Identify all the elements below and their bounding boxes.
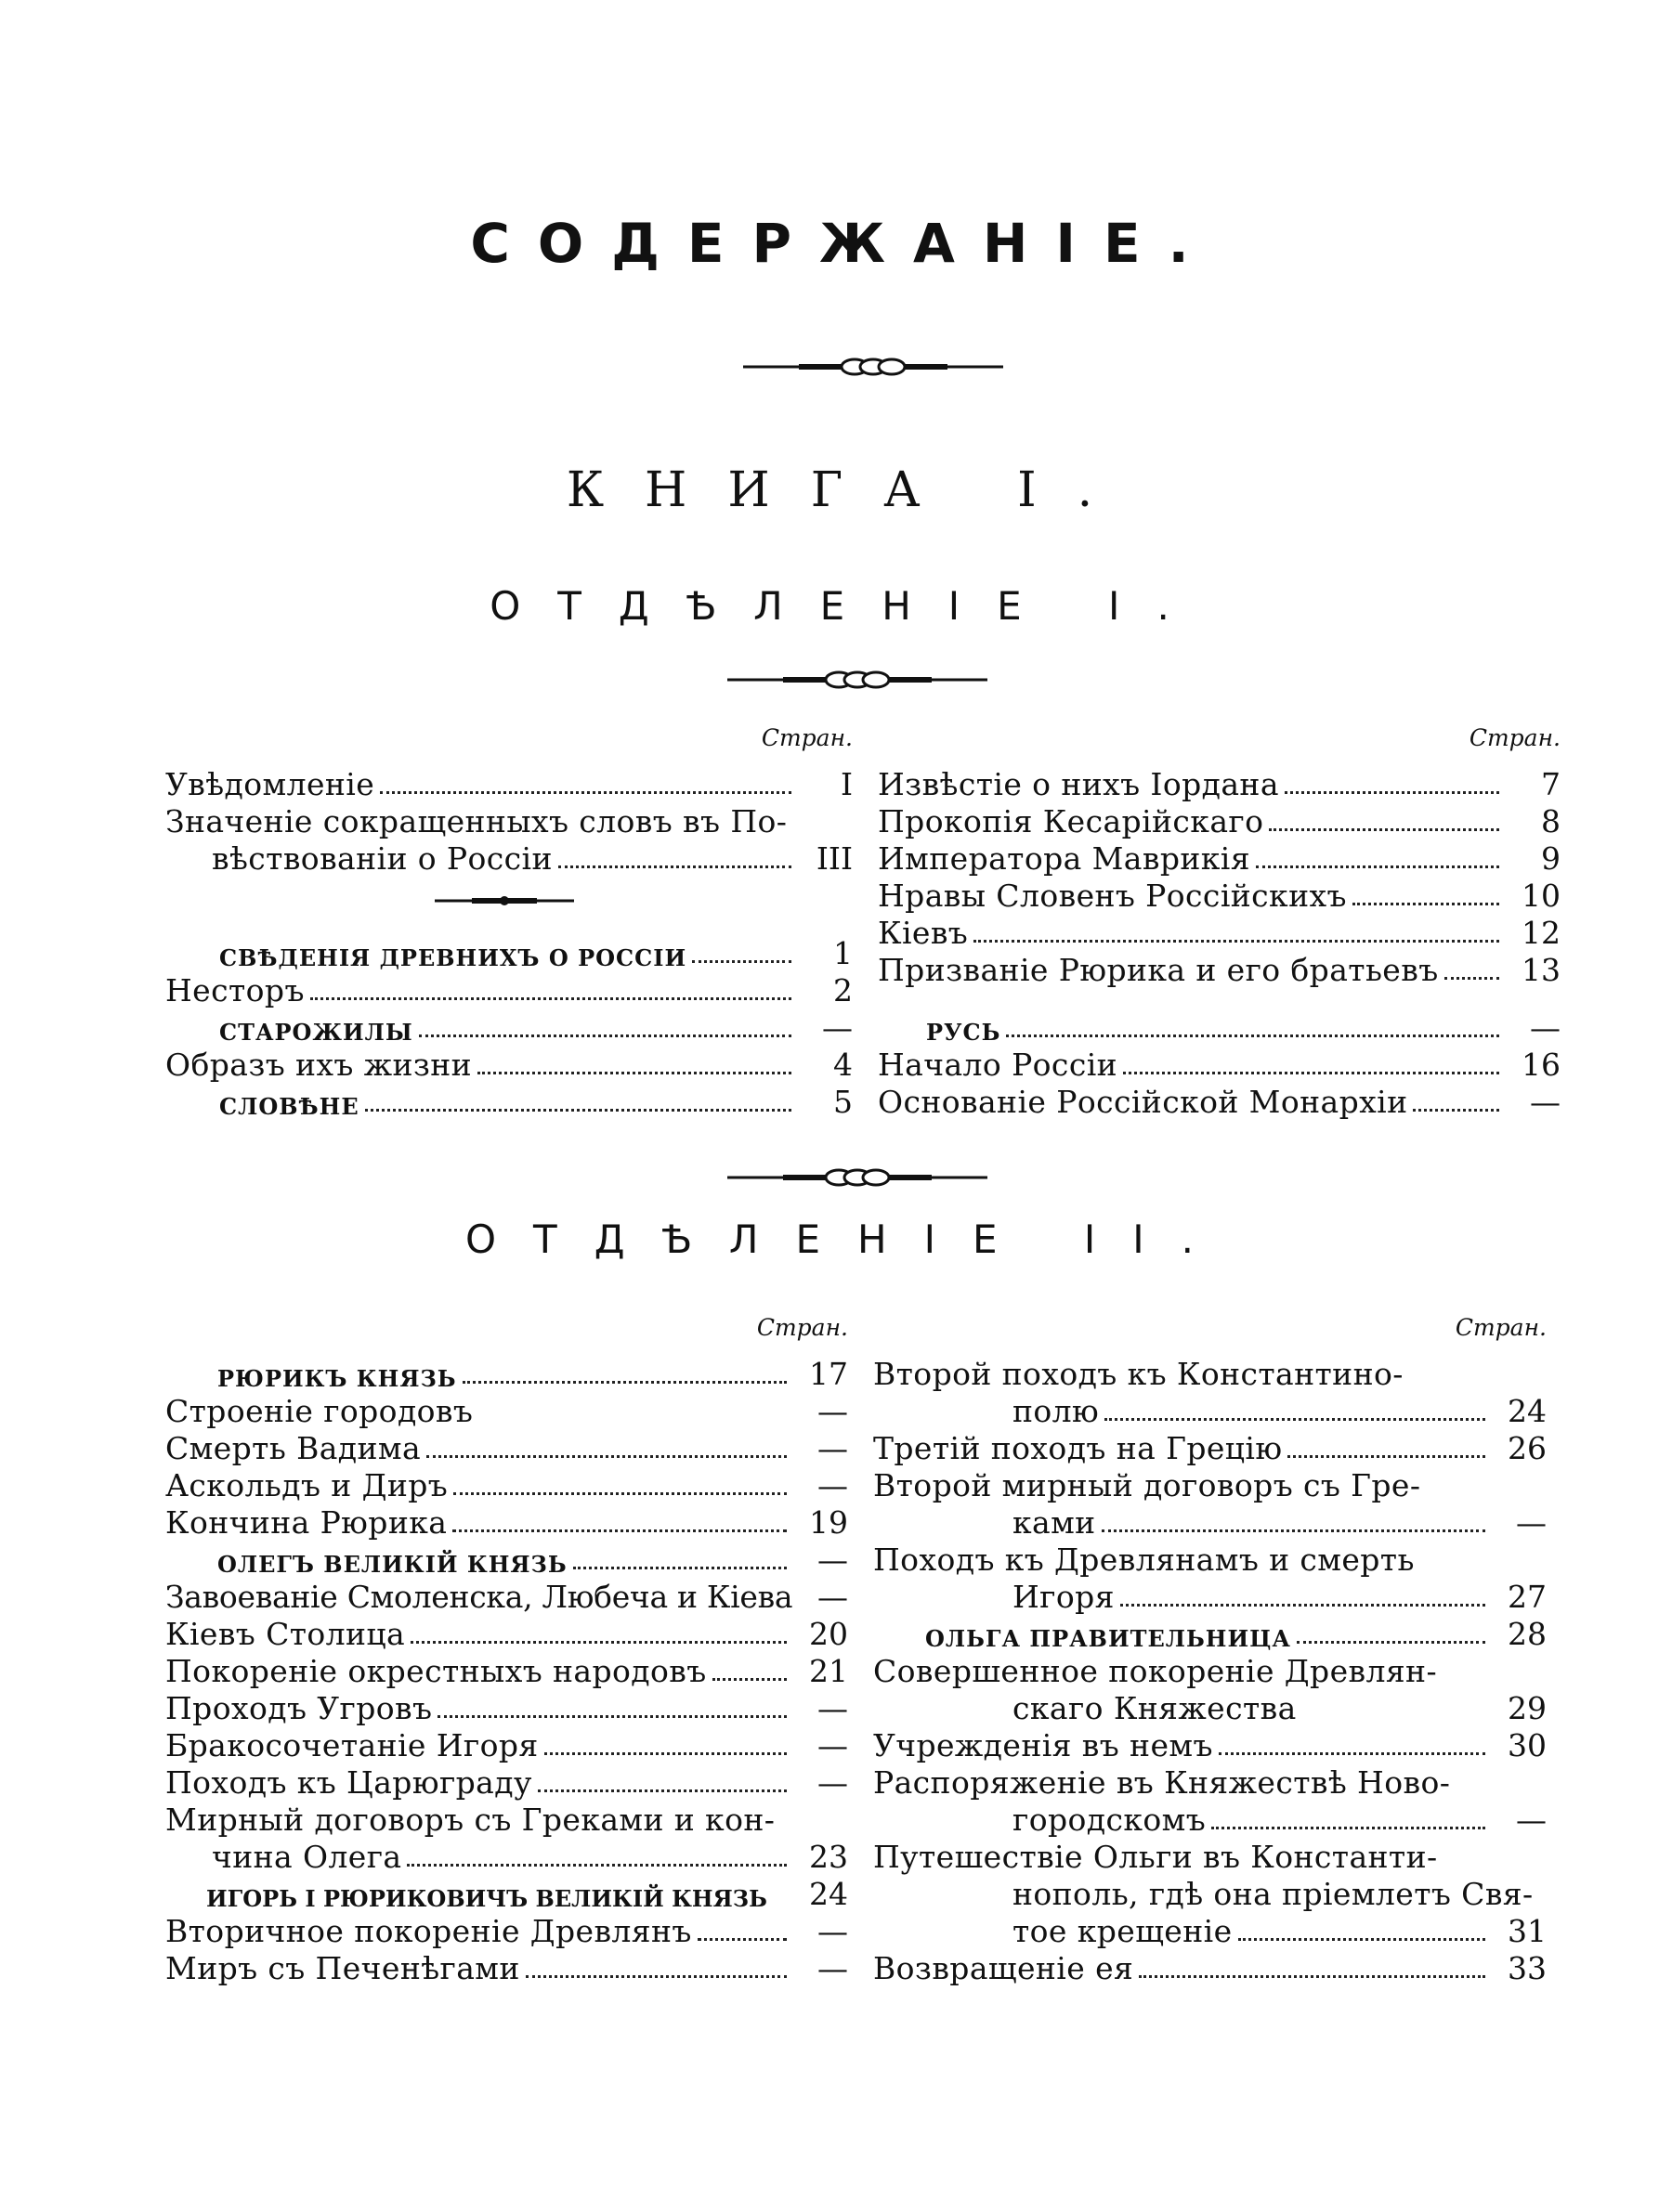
entry-title: Возвращеніе ея [873,1950,1134,1986]
entry-title: ками [1012,1504,1096,1541]
toc-entry [165,1727,848,1763]
entry-page: — [817,1913,848,1949]
entry-page: — [817,1690,848,1726]
entry-page: 9 [1541,840,1561,877]
entry-page: 8 [1541,803,1561,839]
entry-page: 4 [833,1047,853,1083]
entry-title: Проходъ Угровъ [165,1690,433,1726]
toc-entry [873,1913,1547,1949]
entry-page: — [817,1467,848,1503]
section-2-right-column [873,1314,1547,2020]
toc-entry [873,1690,1547,1726]
entry-title: Императора Маврикія [878,840,1250,877]
entry-page: 7 [1541,766,1561,802]
entry-page: 19 [809,1504,848,1541]
toc-entry [165,1356,848,1392]
page-column-header: Стран. [756,1314,848,1341]
entry-title: Покореніе окрестныхъ народовъ [165,1653,707,1689]
toc-entry [873,1727,1547,1763]
entry-page: — [817,1393,848,1429]
section-1-title: ОТДѢЛЕНІЕ I. [490,583,1207,629]
toc-entry [165,1876,848,1912]
entry-page: — [817,1430,848,1466]
entry-title: чина Олега [212,1839,402,1875]
toc-entry [165,1690,848,1726]
entry-title: Походъ къ Царюграду [165,1764,532,1801]
toc-entry [878,766,1561,802]
entry-page: — [1516,1802,1547,1838]
entry-title: Кончина Рюрика [165,1504,448,1541]
toc-entry [878,1086,1561,1120]
toc-entry [165,935,853,971]
toc-entry [165,1804,848,1838]
entry-title: Бракосочетаніе Игоря [165,1727,539,1763]
toc-entry [165,1913,848,1949]
entry-page: 27 [1508,1579,1547,1615]
entry-page: 26 [1508,1430,1547,1466]
entry-page: 31 [1508,1913,1547,1949]
entry-title: Распоряженіе въ Княжествѣ Ново- [873,1764,1451,1801]
entry-title: СЛОВѢНЕ [219,1093,359,1120]
toc-entry [878,880,1561,914]
entry-page: 2 [833,972,853,1008]
ornament-divider-section-2 [727,1164,987,1191]
entry-title: Значеніе сокращенныхъ словъ въ По- [165,803,788,839]
section-2-title: ОТДѢЛЕНІЕ II. [465,1217,1231,1262]
entry-title: Второй походъ къ Константино- [873,1356,1404,1392]
entry-page: 5 [833,1084,853,1120]
toc-entry [165,1616,848,1652]
toc-entry [873,1876,1547,1912]
entry-page: 28 [1508,1616,1547,1652]
page-column-header: Стран. [1469,724,1561,751]
entry-title: Совершенное покореніе Древлян- [873,1653,1437,1689]
toc-entry [165,1764,848,1801]
entry-title: Завоеваніе Смоленска, Любеча и Кіева [165,1579,793,1615]
toc-entry [165,972,853,1008]
entry-page: — [817,1764,848,1801]
toc-entry [165,1467,848,1503]
section-1-right-column [878,724,1561,1120]
entry-title: Основаніе Россійской Монархіи [878,1084,1408,1120]
entry-page: 10 [1522,878,1561,914]
entry-title: Путешествіе Ольги въ Константи- [873,1839,1438,1875]
toc-entry [873,1764,1547,1801]
ornament-divider-section-1 [727,666,987,694]
entry-title: ИГОРЬ I РЮРИКОВИЧЪ ВЕЛИКІЙ КНЯЗЬ [206,1885,767,1912]
entry-title: Кіевъ [878,915,969,951]
entry-page: — [1530,1084,1561,1120]
entry-page: III [816,840,853,877]
toc-entry [878,803,1561,839]
entry-title: вѣствованіи о Россіи [212,840,553,877]
entry-page: 12 [1522,915,1561,951]
toc-entry [165,1049,853,1083]
entry-title: нополь, гдѣ она пріемлетъ Свя- [1012,1876,1534,1912]
entry-title: Миръ съ Печенѣгами [165,1950,520,1986]
toc-entry [165,1009,853,1046]
entry-title: Образъ ихъ жизни [165,1047,473,1083]
toc-entry [878,1049,1561,1083]
page-title: СОДЕРЖАНІЕ. [470,212,1217,275]
entry-title: Нравы Словенъ Россійскихъ [878,878,1347,914]
entry-page: 30 [1508,1727,1547,1763]
entry-title: Походъ къ Древлянамъ и смерть [873,1542,1415,1578]
entry-page: — [817,1950,848,1986]
entry-page: — [817,1542,848,1578]
entry-title: Вторичное покореніе Древлянъ [165,1913,692,1949]
toc-entry [873,1356,1547,1392]
toc-entry [165,840,853,877]
entry-page: 29 [1508,1690,1547,1726]
entry-page: I [840,766,853,802]
toc-entry [873,1467,1547,1503]
entry-page: 1 [833,935,853,971]
entry-title: Игоря [1012,1579,1115,1615]
entry-page: — [817,1579,848,1615]
entry-page: 21 [809,1653,848,1689]
toc-entry [165,1086,853,1120]
entry-title: СТАРОЖИЛЫ [219,1019,413,1046]
entry-page: — [1530,1009,1561,1046]
page-column-header: Стран. [1455,1314,1547,1341]
book-title: КНИГА I. [566,462,1134,518]
entry-page: 23 [809,1839,848,1875]
page-column-header: Стран. [761,724,853,751]
entry-title: ОЛЕГЪ ВЕЛИКІЙ КНЯЗЬ [217,1551,568,1578]
toc-entry [878,917,1561,951]
toc-entry [165,1581,848,1615]
toc-entry [165,1841,848,1875]
entry-title: Прокопія Кесарійскаго [878,803,1264,839]
toc-entry [878,840,1561,877]
toc-entry [165,1430,848,1466]
entry-title: Смерть Вадима [165,1430,422,1466]
entry-title: СВѢДЕНІЯ ДРЕВНИХЪ О РОССІИ [219,944,687,971]
toc-entry [165,1653,848,1689]
entry-page: 24 [809,1876,848,1912]
entry-title: Строеніе городовъ [165,1393,474,1429]
toc-entry [165,1393,848,1429]
entry-page: 33 [1508,1950,1547,1986]
toc-entry [165,1544,848,1578]
entry-title: РЮРИКЪ КНЯЗЬ [217,1365,457,1392]
entry-page: 17 [809,1356,848,1392]
toc-entry [165,803,853,839]
entry-title: Аскольдъ и Диръ [165,1467,449,1503]
toc-entry [165,1504,848,1541]
toc-entry [873,1504,1547,1541]
section-2-left-column [165,1314,848,2020]
entry-title: скаго Княжества [1012,1690,1297,1726]
toc-entry [873,1544,1547,1578]
toc-entry [873,1581,1547,1615]
entry-title: ОЛЬГА ПРАВИТЕЛЬНИЦА [925,1625,1291,1652]
entry-title: Увѣдомленіе [165,766,375,802]
section-1-left-column [165,724,853,1120]
toc-entry [873,1950,1547,1986]
entry-title: Третій походъ на Грецію [873,1430,1283,1466]
entry-title: Кіевъ Столица [165,1616,406,1652]
entry-title: Учрежденія въ немъ [873,1727,1213,1763]
entry-page: 24 [1508,1393,1547,1429]
entry-title: Призваніе Рюрика и его братьевъ [878,952,1439,988]
entry-page: — [822,1009,853,1046]
toc-entry [873,1616,1547,1652]
entry-page: — [1516,1504,1547,1541]
entry-title: Несторъ [165,972,305,1008]
entry-title: городскомъ [1012,1802,1207,1838]
entry-title: РУСЬ [926,1019,1001,1046]
entry-page: 13 [1522,952,1561,988]
ornament-divider-top [743,353,1003,381]
entry-title: тое крещеніе [1012,1913,1233,1949]
entry-page: — [817,1727,848,1763]
entry-title: Извѣстіе о нихъ Іордана [878,766,1279,802]
toc-entry [873,1430,1547,1466]
toc-entry [873,1841,1547,1875]
toc-entry [165,1950,848,1986]
toc-entry [165,766,853,802]
entry-title: Мирный договоръ съ Греками и кон- [165,1802,776,1838]
entry-title: Второй мирный договоръ съ Гре- [873,1467,1421,1503]
toc-entry [878,1009,1561,1046]
entry-page: 16 [1522,1047,1561,1083]
entry-title: полю [1012,1393,1100,1429]
toc-entry [873,1653,1547,1689]
toc-entry [878,952,1561,988]
toc-entry [873,1393,1547,1429]
small-ornament-divider [435,893,574,908]
entry-title: Начало Россіи [878,1047,1118,1083]
toc-entry [873,1804,1547,1838]
entry-page: 20 [809,1616,848,1652]
